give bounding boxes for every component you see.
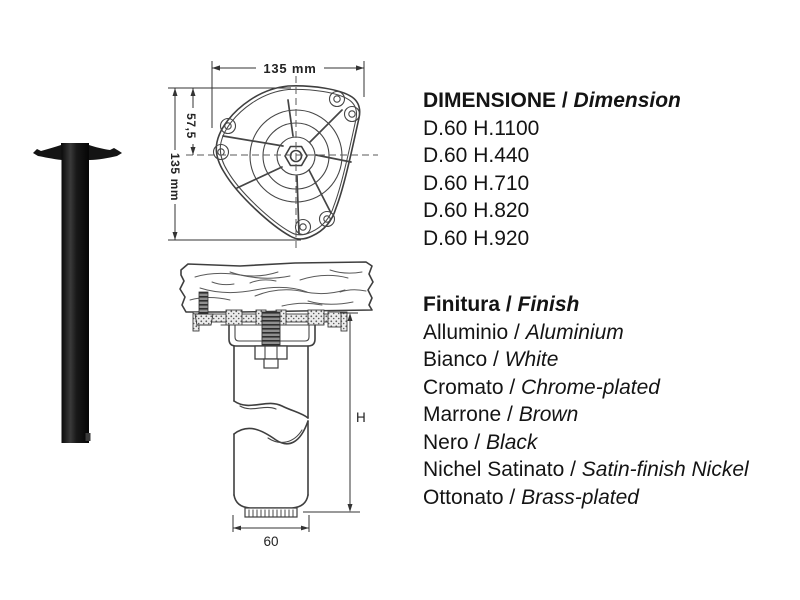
plate-height-dimension-label: 135 mm: [168, 152, 182, 202]
heading-separator: /: [556, 89, 574, 112]
height-dimension: [303, 313, 366, 512]
screw-holes: [214, 92, 360, 235]
side-view-drawing: [172, 256, 378, 556]
finish-item: Alluminio / Aluminium: [423, 320, 624, 344]
wood-screw: [195, 292, 213, 325]
dimension-heading: [423, 87, 793, 115]
finish-heading-it: Finitura: [423, 293, 500, 316]
diameter-dimension: [233, 515, 309, 549]
top-view-drawing: [160, 52, 388, 260]
finish-heading: [423, 291, 793, 319]
leg-tube: [62, 143, 91, 443]
size-item: D.60 H.710: [423, 171, 530, 195]
plate-height-dimension: [168, 88, 182, 240]
product-photo-black-leg: [30, 135, 130, 455]
top-width-dimension: [212, 61, 364, 76]
finish-item: Cromato / Chrome-plated: [423, 375, 660, 399]
diameter-dimension-label: 60: [263, 534, 279, 549]
dimension-heading-en: Dimension: [573, 89, 681, 112]
heading-separator: /: [500, 293, 518, 316]
size-item: D.60 H.920: [423, 226, 530, 250]
wood-grain: [190, 270, 366, 306]
height-dimension-label: H: [356, 410, 366, 425]
finish-item: Nichel Satinato / Satin-finish Nickel: [423, 458, 749, 481]
leg-tube-section: [234, 346, 308, 508]
specs-panel: [423, 87, 793, 511]
top-width-dimension-label: 135 mm: [263, 61, 317, 76]
foot-insert: [245, 508, 297, 517]
size-item: D.60 H.820: [423, 199, 530, 222]
offset-dimension-label: 57,5: [184, 113, 198, 139]
finish-item: Marrone / Brown: [423, 403, 579, 426]
finish-heading-en: Finish: [517, 293, 580, 316]
finish-item: Bianco / White: [423, 348, 559, 371]
size-item: D.60 H.440: [423, 144, 530, 167]
wood-panel: [180, 262, 373, 312]
offset-dimension: [184, 88, 198, 155]
finish-item: Ottonato / Brass-plated: [423, 485, 639, 509]
finish-item: Nero / Black: [423, 430, 538, 454]
dimension-heading-it: DIMENSIONE: [423, 89, 557, 112]
size-item: D.60 H.1100: [423, 116, 540, 140]
